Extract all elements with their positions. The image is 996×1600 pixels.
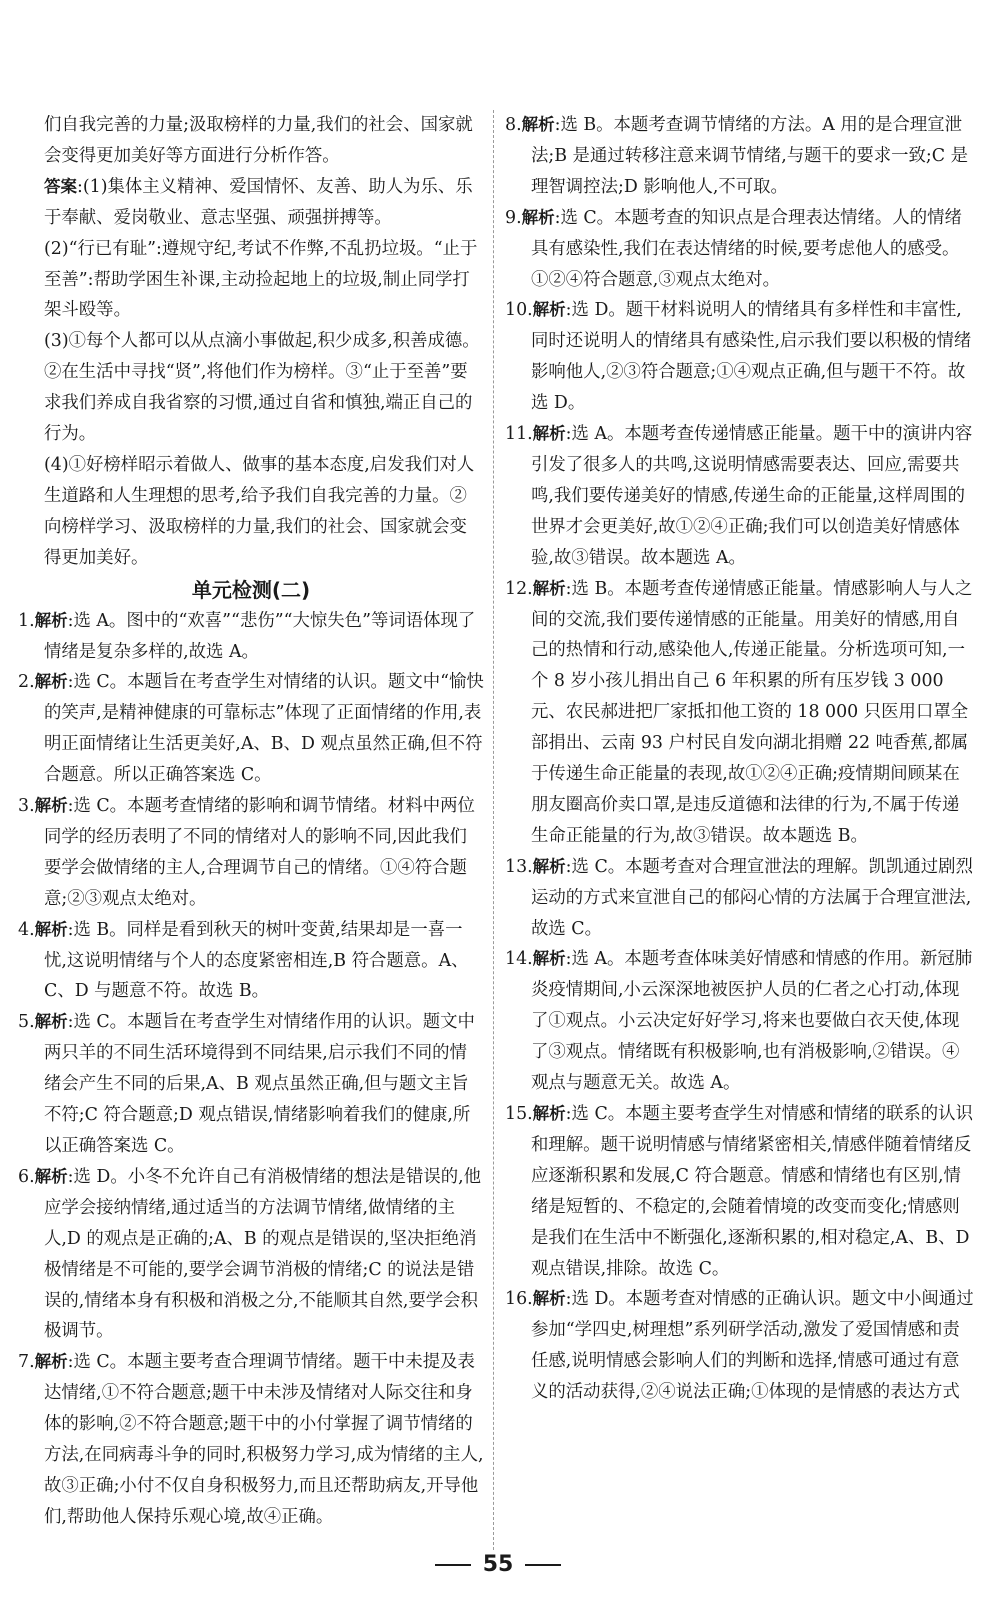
answer-item-1 bbox=[18, 606, 484, 668]
answer-item-2 bbox=[18, 667, 484, 791]
column-divider bbox=[493, 110, 494, 1550]
item-text: :选 B。本题考查传递情感正能量。情感影响人与人之间的交流,我们要传递情感的正能量。用美好的情感,用自己的热情和行动,感染他人,传递正能量。分析选项可知,一个 8 岁小孩儿捐出自己 6 年积累的所有压岁钱 3 000 元、农民郝进把厂家抵扣他工资的 18 000 只医用口罩全部捐出、云南 93 户村民自发向湖北捐赠 22 吨香蕉,都属于传递生命正能量的表现,故①②④正确;疫情期间顾某在朋友圈高价卖口罩,是违反道德和法律的行为,不属于传递生命正能量的行为,故③错误。故本题选 B。 bbox=[531, 578, 973, 846]
item-text: :选 A。本题考查体味美好情感和情感的作用。新冠肺炎疫情期间,小云深深地被医护人员的仁者之心打动,体现了①观点。小云决定好好学习,将来也要做白衣天使,体现了③观点。情绪既有积极影响,也有消极影响,②错误。④观点与题意无关。故选 A。 bbox=[531, 949, 973, 1094]
item-number: 12. bbox=[505, 578, 533, 599]
answer-item-8 bbox=[505, 110, 975, 203]
right-column bbox=[505, 110, 975, 1408]
item-number: 13. bbox=[505, 856, 533, 877]
answer-item-3 bbox=[18, 791, 484, 915]
item-label: 解析 bbox=[34, 672, 68, 692]
answer-item-14 bbox=[505, 944, 975, 1099]
item-label: 解析 bbox=[532, 424, 566, 444]
answer-paragraph-4: (4)①好榜样昭示着做人、做事的基本态度,启发我们对人生道路和人生理想的思考,给予我们自我完善的力量。②向榜样学习、汲取榜样的力量,我们的社会、国家就会变得更加美好。 bbox=[44, 454, 475, 568]
item-text: :选 D。小冬不允许自己有消极情绪的想法是错误的,他应学会接纳情绪,通过适当的方法调节情绪,做情绪的主人,D 的观点是正确的;A、B 的观点是错误的,坚决拒绝消极情绪是不可能的,要学会调节消极的情绪;C 的说法是错误的,情绪本身有积极和消极之分,不能顺其自然,要学会积极调节。 bbox=[44, 1166, 482, 1342]
item-label: 解析 bbox=[34, 1166, 68, 1186]
intro-paragraph: 们自我完善的力量;汲取榜样的力量,我们的社会、国家就会变得更加美好等方面进行分析作答。 bbox=[44, 115, 473, 166]
item-label: 解析 bbox=[34, 796, 68, 816]
answer-item-5 bbox=[18, 1007, 484, 1162]
item-text: :选 D。本题考查对情感的正确认识。题文中小闽通过参加“学四史,树理想”系列研学活动,激发了爱国情感和责任感,说明情感会影响人们的判断和选择,情感可通过有意义的活动获得,②④说法正确;①体现的是情感的表达方式 bbox=[531, 1289, 974, 1403]
footer-dash-left bbox=[435, 1564, 471, 1566]
answer-item-10 bbox=[505, 295, 975, 419]
item-number: 14. bbox=[505, 949, 533, 970]
item-label: 解析 bbox=[532, 949, 566, 969]
item-text: :选 C。本题考查情绪的影响和调节情绪。材料中两位同学的经历表明了不同的情绪对人的影响不同,因此我们要学会做情绪的主人,合理调节自己的情绪。①④符合题意;②③观点太绝对。 bbox=[44, 796, 475, 909]
item-number: 1. bbox=[18, 610, 35, 631]
answer-item-4 bbox=[18, 915, 484, 1008]
item-label: 解析 bbox=[521, 115, 555, 134]
answer-item-6 bbox=[18, 1162, 484, 1347]
item-text: :选 B。同样是看到秋天的树叶变黄,结果却是一喜一忧,这说明情绪与个人的态度紧密相连,B 符合题意。A、C、D 与题意不符。故选 B。 bbox=[44, 919, 469, 1002]
page-footer bbox=[0, 1552, 996, 1577]
item-text: :选 C。本题旨在考查学生对情绪作用的认识。题文中两只羊的不同生活环境得到不同结果,启示我们不同的情绪会产生不同的后果,A、B 观点虽然正确,但与题文主旨不符;C 符合题意;D 观点错误,情绪影响着我们的健康,所以正确答案选 C。 bbox=[44, 1012, 475, 1156]
answer-item-7 bbox=[18, 1347, 484, 1532]
answer-paragraph-3: (3)①每个人都可以从点滴小事做起,积少成多,积善成德。②在生活中寻找“贤”,将他们作为榜样。③“止于至善”要求我们养成自我省察的习惯,通过自省和慎独,端正自己的行为。 bbox=[44, 331, 480, 445]
item-text: :选 C。本题主要考查合理调节情绪。题干中未提及表达情绪,①不符合题意;题干中未涉及情绪对人际交往和身体的影响,②不符合题意;题干中的小付掌握了调节情绪的方法,在同病毒斗争的同时,积极努力学习,成为情绪的主人,故③正确;小付不仅自身积极努力,而且还帮助病友,开导他们,帮助他人保持乐观心境,故④正确。 bbox=[44, 1352, 484, 1527]
item-text: :选 B。本题考查调节情绪的方法。A 用的是合理宣泄法;B 是通过转移注意来调节情绪,与题干的要求一致;C 是理智调控法;D 影响他人,不可取。 bbox=[531, 115, 968, 197]
answer-label: 答案 bbox=[44, 176, 77, 196]
answer-item-15 bbox=[505, 1099, 975, 1284]
item-number: 2. bbox=[18, 672, 35, 693]
answer-item-13 bbox=[505, 852, 975, 945]
item-text: :选 C。本题考查的知识点是合理表达情绪。人的情绪具有感染性,我们在表达情绪的时候,要考虑他人的感受。①②④符合题意,③观点太绝对。 bbox=[531, 207, 962, 290]
item-number: 5. bbox=[18, 1012, 35, 1033]
item-number: 10. bbox=[505, 300, 533, 321]
answer-item-12 bbox=[505, 574, 975, 852]
item-label: 解析 bbox=[34, 1352, 68, 1372]
item-label: 解析 bbox=[34, 610, 68, 630]
item-label: 解析 bbox=[532, 1104, 566, 1123]
item-text: :选 A。图中的“欢喜”“悲伤”“大惊失色”等词语体现了情绪是复杂多样的,故选 A。 bbox=[44, 610, 476, 662]
item-text: :选 A。本题考查传递情感正能量。题干中的演讲内容引发了很多人的共鸣,这说明情感需要表达、回应,需要共鸣,我们要传递美好的情感,传递生命的正能量,这样周围的世界才会更美好,故①②④正确;我们可以创造美好情感体验,故③错误。故本题选 A。 bbox=[531, 424, 973, 568]
item-text: :选 C。本题考查对合理宣泄法的理解。凯凯通过剧烈运动的方式来宣泄自己的郁闷心情的方法属于合理宣泄法,故选 C。 bbox=[531, 856, 973, 939]
item-label: 解析 bbox=[34, 919, 68, 939]
answer-item-11 bbox=[505, 419, 975, 574]
item-number: 6. bbox=[18, 1166, 35, 1187]
item-label: 解析 bbox=[532, 1289, 566, 1309]
item-text: :选 C。本题旨在考查学生对情绪的认识。题文中“愉快的笑声,是精神健康的可靠标志”体现了正面情绪的作用,表明正面情绪让生活更美好,A、B、D 观点虽然正确,但不符合题意。所以正确答案选 C。 bbox=[44, 672, 484, 786]
item-number: 7. bbox=[18, 1352, 35, 1373]
item-number: 11. bbox=[505, 424, 533, 445]
item-number: 16. bbox=[505, 1289, 533, 1310]
item-text: :选 C。本题主要考查学生对情感和情绪的联系的认识和理解。题干说明情感与情绪紧密相关,情感伴随着情绪反应逐渐积累和发展,C 符合题意。情感和情绪也有区别,情绪是短暂的、不稳定的,会随着情境的改变而变化;情感则是我们在生活中不断强化,逐渐积累的,相对稳定,A、B、D 观点错误,排除。故选 C。 bbox=[531, 1104, 973, 1279]
answer-paragraph-2: (2)“行已有耻”:遵规守纪,考试不作弊,不乱扔垃圾。“止于至善”:帮助学困生补课,主动捡起地上的垃圾,制止同学打架斗殴等。 bbox=[44, 238, 478, 321]
item-label: 解析 bbox=[521, 207, 555, 227]
footer-dash-right bbox=[525, 1564, 561, 1566]
item-number: 3. bbox=[18, 796, 35, 817]
left-column bbox=[18, 110, 484, 1533]
item-number: 9. bbox=[505, 207, 522, 228]
item-number: 4. bbox=[18, 919, 35, 940]
answer-item-16 bbox=[505, 1284, 975, 1408]
item-label: 解析 bbox=[532, 578, 566, 598]
answer-paragraph-1 bbox=[18, 172, 484, 234]
item-text: :选 D。题干材料说明人的情绪具有多样性和丰富性,同时还说明人的情绪具有感染性,启示我们要以积极的情绪影响他人,②③符合题意;①④观点正确,但与题干不符。故选 D。 bbox=[531, 300, 972, 414]
answer-text-1: :(1)集体主义精神、爱国情怀、友善、助人为乐、乐于奉献、爱岗敬业、意志坚强、顽强拼搏等。 bbox=[44, 176, 473, 228]
item-label: 解析 bbox=[532, 856, 566, 876]
page-number: 55 bbox=[482, 1552, 514, 1577]
item-label: 解析 bbox=[532, 300, 566, 320]
item-number: 15. bbox=[505, 1104, 533, 1124]
answer-item-9 bbox=[505, 203, 975, 296]
item-label: 解析 bbox=[34, 1012, 68, 1032]
item-number: 8. bbox=[505, 115, 522, 135]
section-title: 单元检测(二) bbox=[191, 577, 311, 602]
